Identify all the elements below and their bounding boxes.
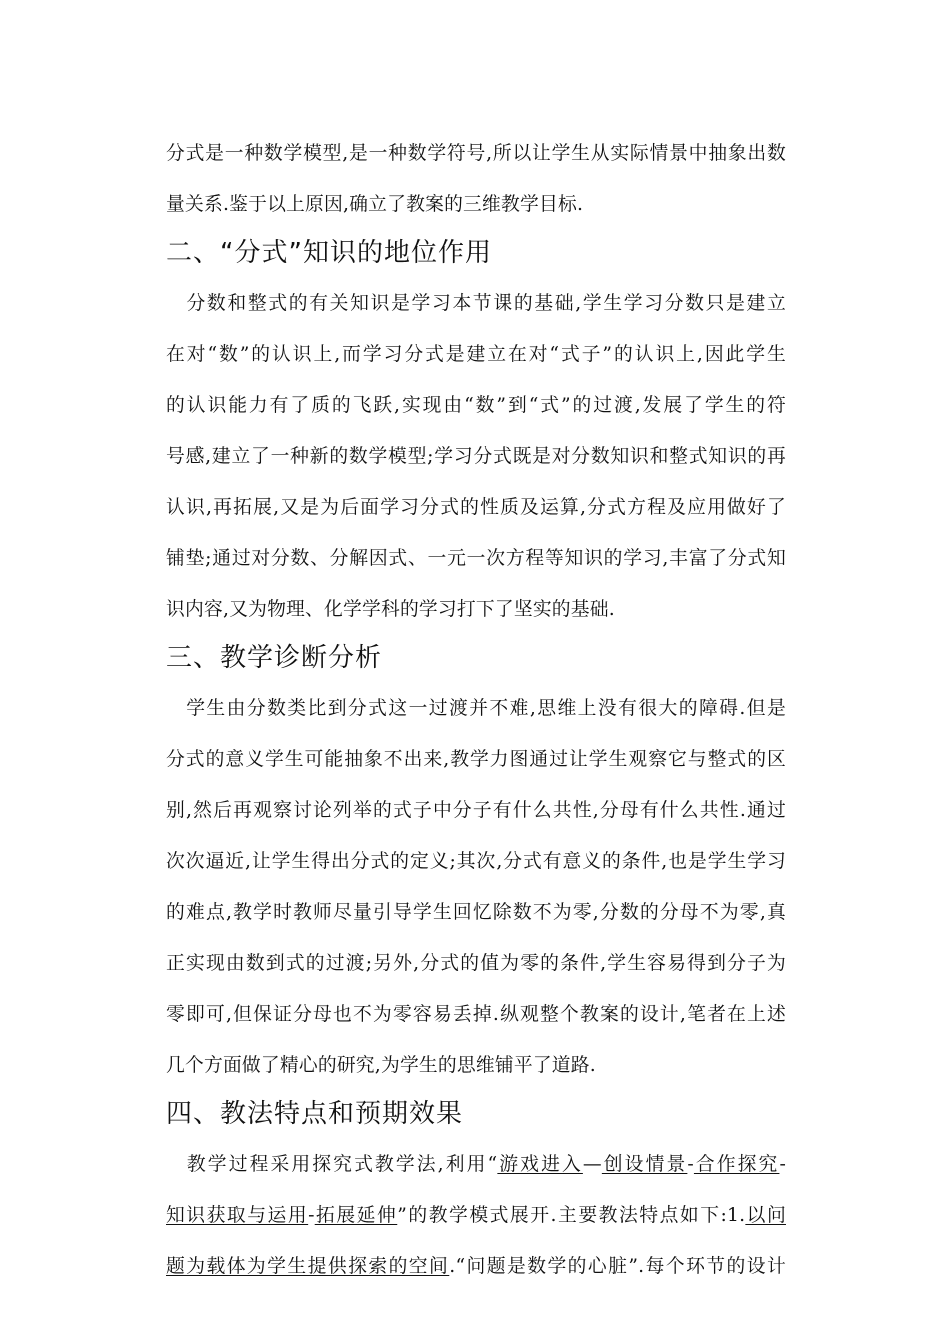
text-line: 分式的意义学生可能抽象不出来,教学力图通过让学生观察它与整式的区 xyxy=(166,749,786,770)
text-line xyxy=(166,1139,786,1190)
text-line: 分数和整式的有关知识是学习本节课的基础,学生学习分数只是建立 xyxy=(166,293,786,314)
section-3-paragraph xyxy=(166,683,786,1091)
separator: - xyxy=(779,1154,786,1175)
text-line: 号感,建立了一种新的数学模型;学习分式既是对分数知识和整式知识的再 xyxy=(166,446,786,467)
text-line xyxy=(166,1190,786,1241)
text-line: 识内容,又为物理、化学学科的学习打下了坚实的基础. xyxy=(166,599,615,620)
underlined-term: 以问 xyxy=(745,1205,786,1226)
text-line: 次次逼近,让学生得出分式的定义;其次,分式有意义的条件,也是学生学习 xyxy=(166,851,786,872)
text-line: 的认识能力有了质的飞跃,实现由“数”到“式”的过渡,发展了学生的符 xyxy=(166,395,786,416)
underlined-term: 合作探究 xyxy=(693,1154,780,1175)
text-line: 认识,再拓展,又是为后面学习分式的性质及运算,分式方程及应用做好了 xyxy=(166,497,786,518)
text-line: 铺垫;通过对分数、分解因式、一元一次方程等知识的学习,丰富了分式知 xyxy=(166,548,786,569)
underlined-term: 知识获取与运用 xyxy=(166,1205,309,1226)
section-3-heading: 三、教学诊断分析 xyxy=(166,643,383,673)
underlined-term: 创设情景 xyxy=(601,1154,688,1175)
separator: - xyxy=(687,1154,694,1175)
text-column xyxy=(166,128,786,1292)
section-2-heading: 二、“分式”知识的地位作用 xyxy=(166,238,492,268)
text-line: 别,然后再观察讨论列举的式子中分子有什么共性,分母有什么共性.通过 xyxy=(166,800,786,821)
separator: — xyxy=(582,1154,602,1175)
text-line: 分式是一种数学模型,是一种数学符号,所以让学生从实际情景中抽象出数 xyxy=(166,143,786,164)
text-line xyxy=(166,1241,786,1292)
text-line: 正实现由数到式的过渡;另外,分式的值为零的条件,学生容易得到分子为 xyxy=(166,953,786,974)
line-text: ”的教学模式展开.主要教法特点如下:1. xyxy=(397,1205,746,1226)
text-line: 零即可,但保证分母也不为零容易丢掉.纵观整个教案的设计,笔者在上述 xyxy=(166,1004,786,1025)
separator: - xyxy=(308,1205,315,1226)
underlined-term: 拓展延伸 xyxy=(314,1205,398,1226)
text-line: 几个方面做了精心的研究,为学生的思维铺平了道路. xyxy=(166,1055,596,1076)
intro-paragraph xyxy=(166,128,786,230)
section-4-heading: 四、教法特点和预期效果 xyxy=(166,1099,464,1129)
line-text: 教学过程采用探究式教学法,利用“ xyxy=(166,1154,498,1175)
underlined-term: 游戏进入 xyxy=(497,1154,583,1175)
underlined-term: 题为载体为学生提供探索的空间 xyxy=(166,1256,450,1277)
section-2-paragraph xyxy=(166,278,786,635)
text-line: 在对“数”的认识上,而学习分式是建立在对“式子”的认识上,因此学生 xyxy=(166,344,786,365)
text-line: 量关系.鉴于以上原因,确立了教案的三维教学目标. xyxy=(166,194,584,215)
section-4-paragraph xyxy=(166,1139,786,1292)
text-line: 学生由分数类比到分式这一过渡并不难,思维上没有很大的障碍.但是 xyxy=(166,698,786,719)
text-line: 的难点,教学时教师尽量引导学生回忆除数不为零,分数的分母不为零,真 xyxy=(166,902,786,923)
line-text: .“问题是数学的心脏”.每个环节的设计 xyxy=(449,1256,786,1277)
